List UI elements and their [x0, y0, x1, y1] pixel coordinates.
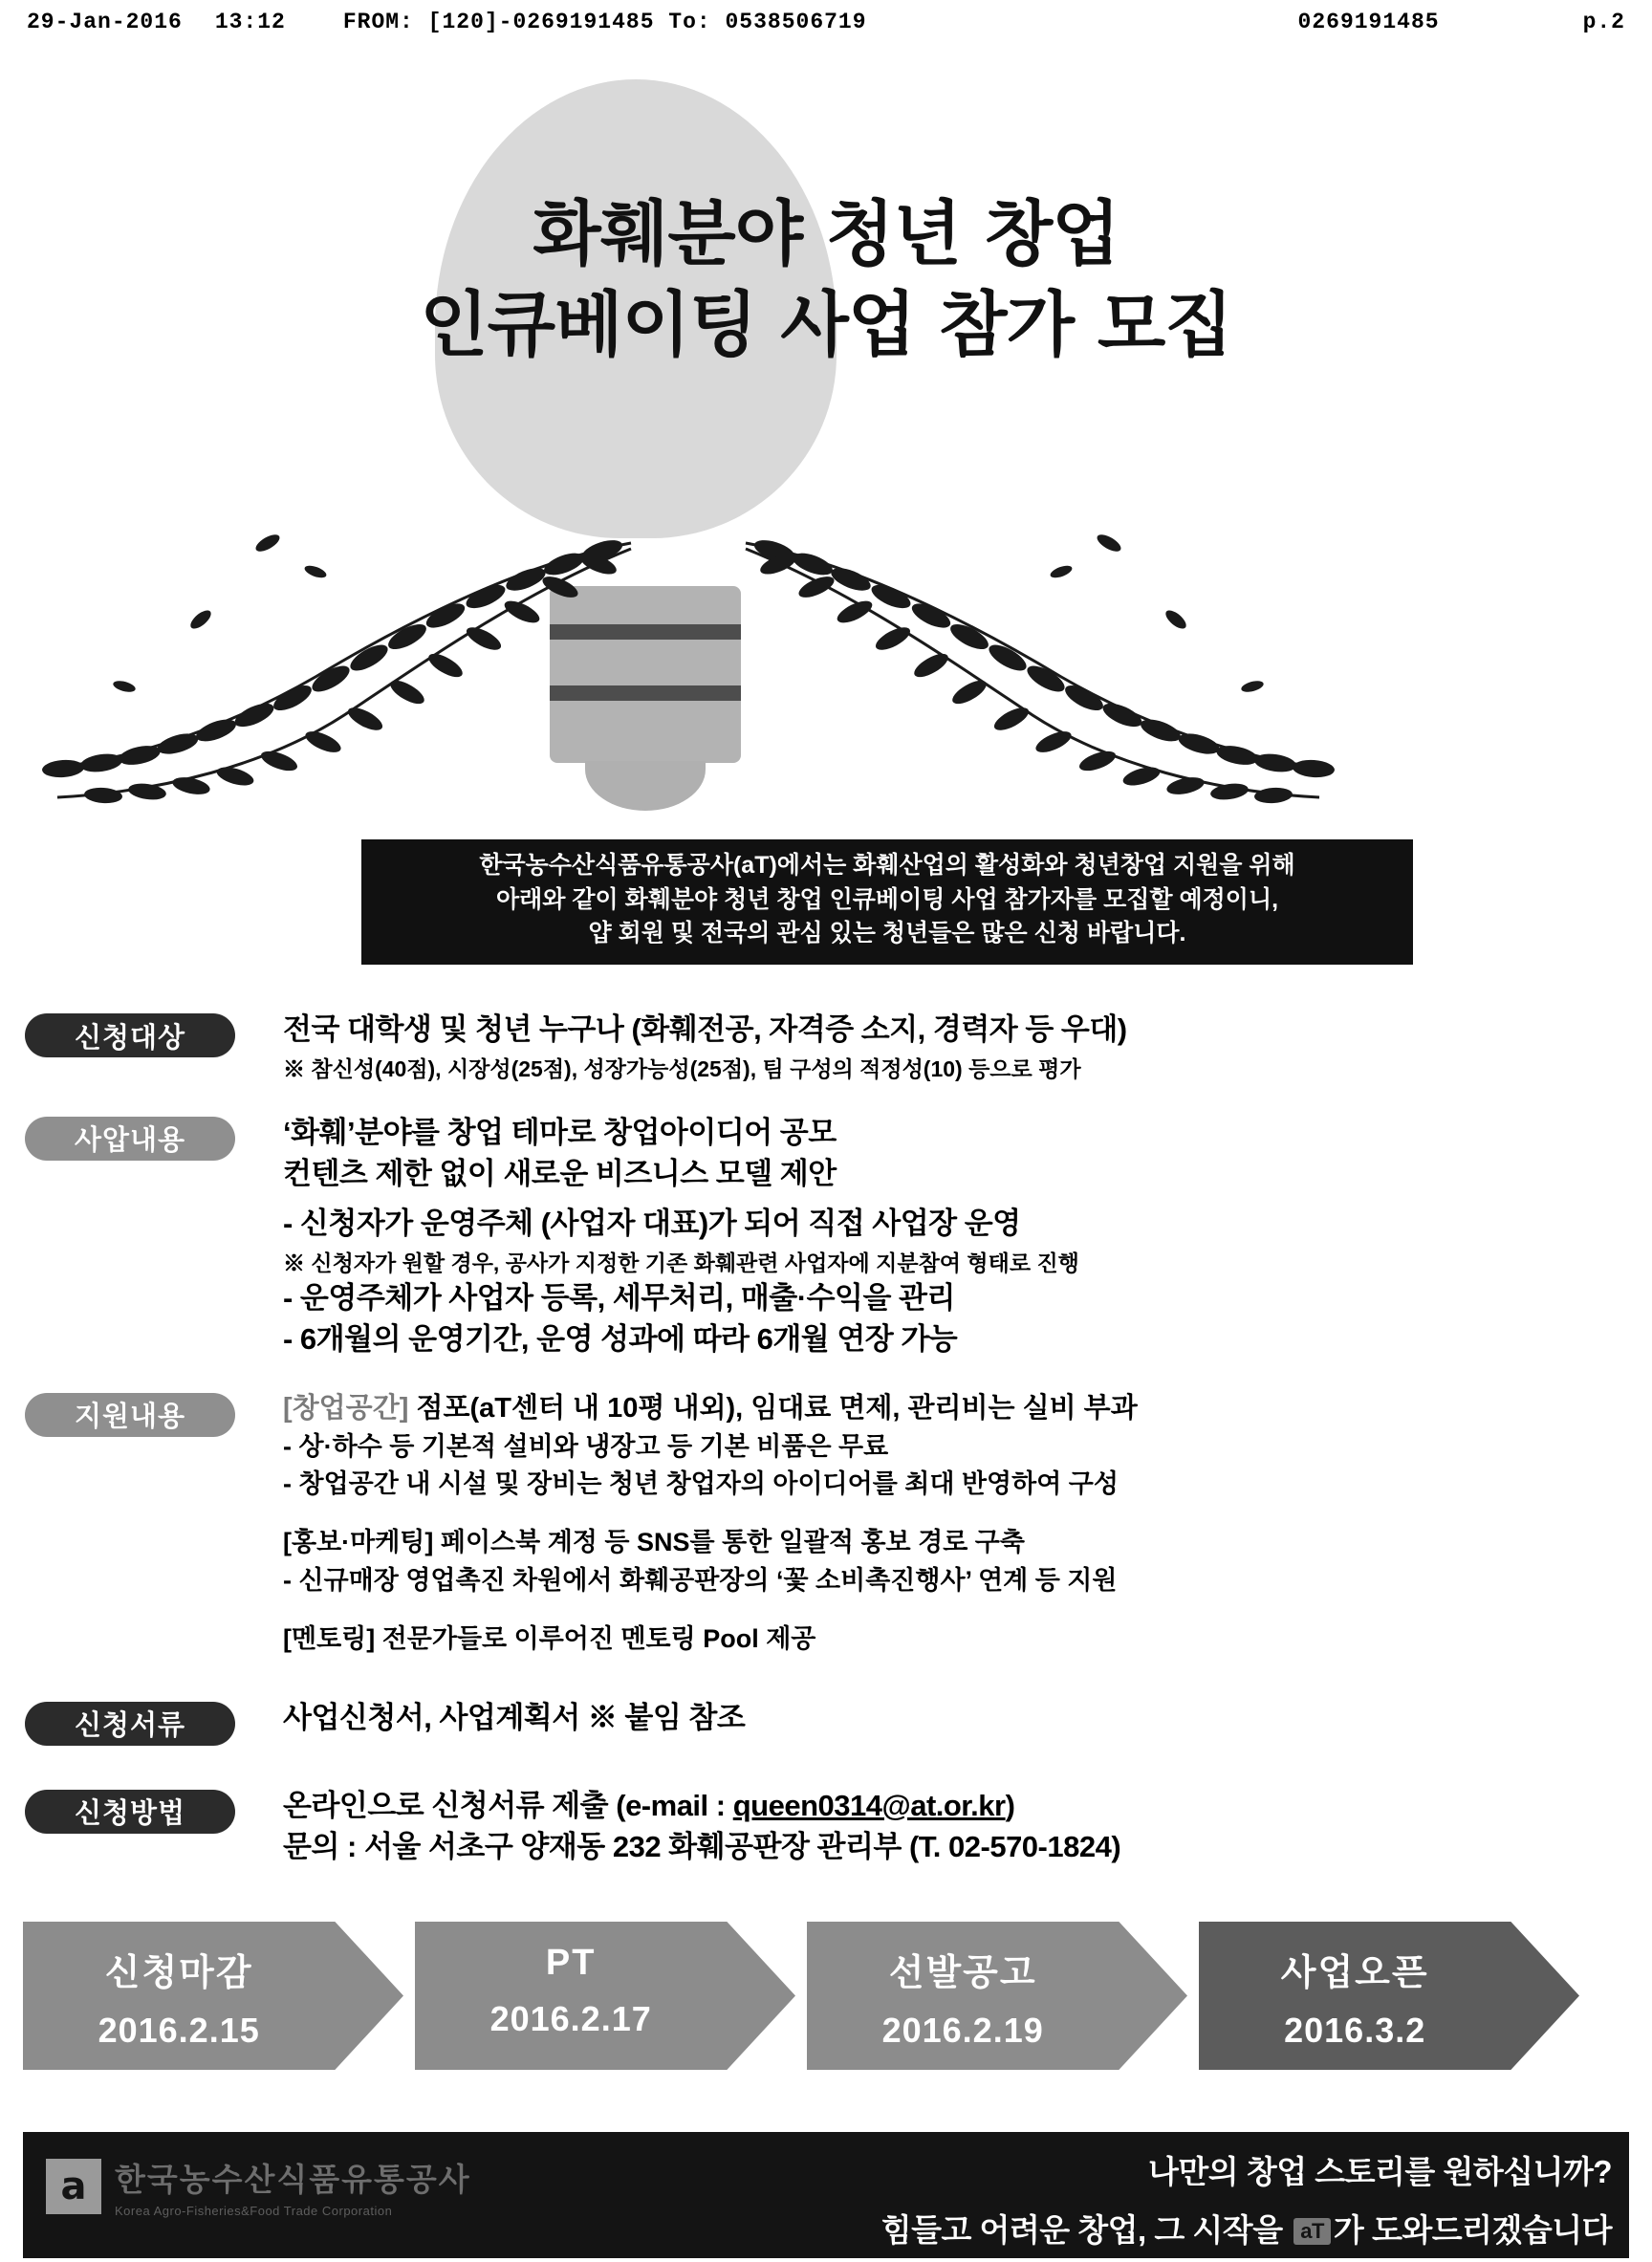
- support-mentoring-line: [멘토링] 전문가들로 이루어진 멘토링 Pool 제공: [283, 1623, 816, 1653]
- footer-tagline-pre: 힘들고 어려운 창업, 그 시작을: [880, 2212, 1292, 2248]
- poster-page: [0, 46, 1652, 2262]
- apply-email-line: [283, 1786, 1614, 1827]
- title-line-1: 화훼분야 청년 창업: [533, 193, 1119, 275]
- support-space-detail-2: - 창업공간 내 시설 및 장비는 청년 창업자의 아이디어를 최대 반영하여 구성: [283, 1469, 1119, 1499]
- section-body-business-content: [235, 1113, 1652, 1360]
- footer-org-name-kr: 한국농수산식품유통공사: [115, 2162, 471, 2197]
- section-tag-documents: 신청서류: [25, 1702, 235, 1746]
- footer-org-name-en: Korea Agro-Fisheries&Food Trade Corporation: [115, 2204, 393, 2218]
- apply-email-link[interactable]: queen0314@at.or.kr: [732, 1788, 1006, 1822]
- timeline-step-2-date: 2016.2.17: [489, 1999, 652, 2038]
- section-body-applicants: [235, 1010, 1652, 1084]
- section-documents: [0, 1698, 1652, 1746]
- intro-box: [361, 839, 1413, 965]
- applicants-note: ※ 참신성(40점), 시장성(25점), 성장가능성(25점), 팀 구성의 적정성(10) 등으로 평가: [283, 1055, 1081, 1081]
- section-tag-business-content: 사압내용: [25, 1117, 235, 1161]
- footer-logo: [46, 2155, 471, 2218]
- lightbulb-illustration: [0, 55, 1652, 820]
- timeline-step-1: [23, 1922, 403, 2070]
- section-applicants: [0, 1010, 1652, 1084]
- fax-from-to: FROM: [120]-0269191485 To: 0538506719: [342, 10, 867, 34]
- section-body-documents: [235, 1698, 1652, 1739]
- applicants-main: 전국 대학생 및 청년 누구나 (화훼전공, 자격증 소지, 경력자 등 우대): [283, 1012, 1127, 1046]
- support-marketing-line: [홍보·마케팅] 페이스북 계정 등 SNS를 통한 일괄적 홍보 경로 구축: [283, 1528, 1025, 1557]
- section-tag-support-content: 지원내용: [25, 1393, 235, 1437]
- timeline-step-1-date: 2016.2.15: [98, 2011, 260, 2050]
- section-body-how-to-apply: [235, 1786, 1652, 1868]
- fax-number: 0269191485: [1297, 10, 1440, 34]
- business-note: ※ 신청자가 원할 경우, 공사가 지정한 기존 화훼관련 사업자에 지분참여 형태로 진행: [283, 1251, 1079, 1276]
- apply-contact-line: 문의 : 서울 서초구 양재동 232 화훼공판장 관리부 (T. 02-570-1824): [283, 1829, 1121, 1863]
- business-line-5: - 6개월의 운영기간, 운영 성과에 따라 6개월 연장 가능: [283, 1322, 958, 1357]
- title-line-2: 인큐베이팅 사업 참가 모집: [420, 283, 1232, 366]
- timeline-step-3: [807, 1922, 1187, 2070]
- documents-main: 사업신청서, 사업계획서 ※ 붙임 참조: [283, 1700, 746, 1734]
- footer-tagline: [881, 2147, 1612, 2251]
- poster-footer: [23, 2132, 1629, 2258]
- timeline-step-2: [415, 1922, 795, 2070]
- section-business-content: [0, 1113, 1652, 1360]
- apply-email-pre: 온라인으로 신청서류 제출 (e-mail :: [283, 1788, 733, 1822]
- timeline-step-4-label: 사업오픈: [1280, 1953, 1429, 1993]
- section-tag-applicants: 신청대상: [25, 1013, 235, 1057]
- section-support-content: [0, 1389, 1652, 1658]
- timeline-step-3-label: 선발공고: [888, 1953, 1037, 1993]
- footer-tagline-line-2: [881, 2206, 1612, 2251]
- intro-line-1: 한국농수산식품유통공사(aT)에서는 화훼산업의 활성화와 청년창업 지원을 위해: [479, 852, 1295, 879]
- business-line-3: - 신청자가 운영주체 (사업자 대표)가 되어 직접 사업장 운영: [283, 1207, 1021, 1241]
- intro-line-2: 아래와 같이 화훼분야 청년 창업 인큐베이팅 사업 참가자를 모집할 예정이니,: [495, 885, 1279, 913]
- support-space-line: [283, 1389, 1614, 1428]
- poster-title: [0, 189, 1652, 370]
- support-space-detail-1: - 상·하수 등 기본적 설비와 냉장고 등 기본 비품은 무료: [283, 1432, 889, 1462]
- leaf-branch-right-icon: [736, 505, 1348, 811]
- fax-time: 13:12: [214, 10, 286, 34]
- support-space-bracket: [창업공간]: [283, 1392, 409, 1424]
- support-marketing-detail: - 신규매장 영업촉진 차원에서 화훼공판장의 ‘꽃 소비촉진행사’ 연계 등 지원: [283, 1565, 1118, 1595]
- poster-sections: [0, 1010, 1652, 1875]
- at-logo-icon: a: [46, 2159, 101, 2214]
- footer-at-mark-icon: aT: [1293, 2218, 1331, 2245]
- section-tag-how-to-apply: 신청방법: [25, 1790, 235, 1834]
- footer-tagline-line-1: 나만의 창업 스토리를 원하십니까?: [1148, 2154, 1612, 2189]
- business-line-2: 컨텐츠 제한 없이 새로운 비즈니스 모델 제안: [283, 1156, 837, 1190]
- business-line-1: ‘화훼’분야를 창업 테마로 창업아이디어 공모: [283, 1115, 837, 1149]
- apply-email-post: ): [1005, 1788, 1015, 1822]
- intro-line-3: 얍 회원 및 전국의 관심 있는 청년들은 많은 신청 바랍니다.: [588, 920, 1186, 946]
- fax-page-number: p.2: [1582, 10, 1625, 34]
- support-space-rest: 점포(aT센터 내 10평 내외), 임대료 면제, 관리비는 실비 부과: [408, 1392, 1138, 1424]
- fax-header: [0, 0, 1652, 44]
- footer-tagline-post: 가 도와드리겠습니다: [1333, 2212, 1612, 2248]
- timeline-step-4: [1199, 1922, 1579, 2070]
- timeline-step-2-label: PT: [545, 1943, 597, 1983]
- timeline-step-4-date: 2016.3.2: [1284, 2011, 1426, 2050]
- fax-date: 29-Jan-2016: [27, 10, 183, 34]
- schedule-timeline: [23, 1922, 1629, 2089]
- business-line-4: - 운영주체가 사업자 등록, 세무처리, 매출·수익을 관리: [283, 1281, 955, 1316]
- section-how-to-apply: [0, 1786, 1652, 1868]
- timeline-step-3-date: 2016.2.19: [881, 2011, 1044, 2050]
- leaf-branch-left-icon: [29, 505, 641, 811]
- section-body-support-content: [235, 1389, 1652, 1658]
- timeline-step-1-label: 신청마감: [104, 1953, 253, 1993]
